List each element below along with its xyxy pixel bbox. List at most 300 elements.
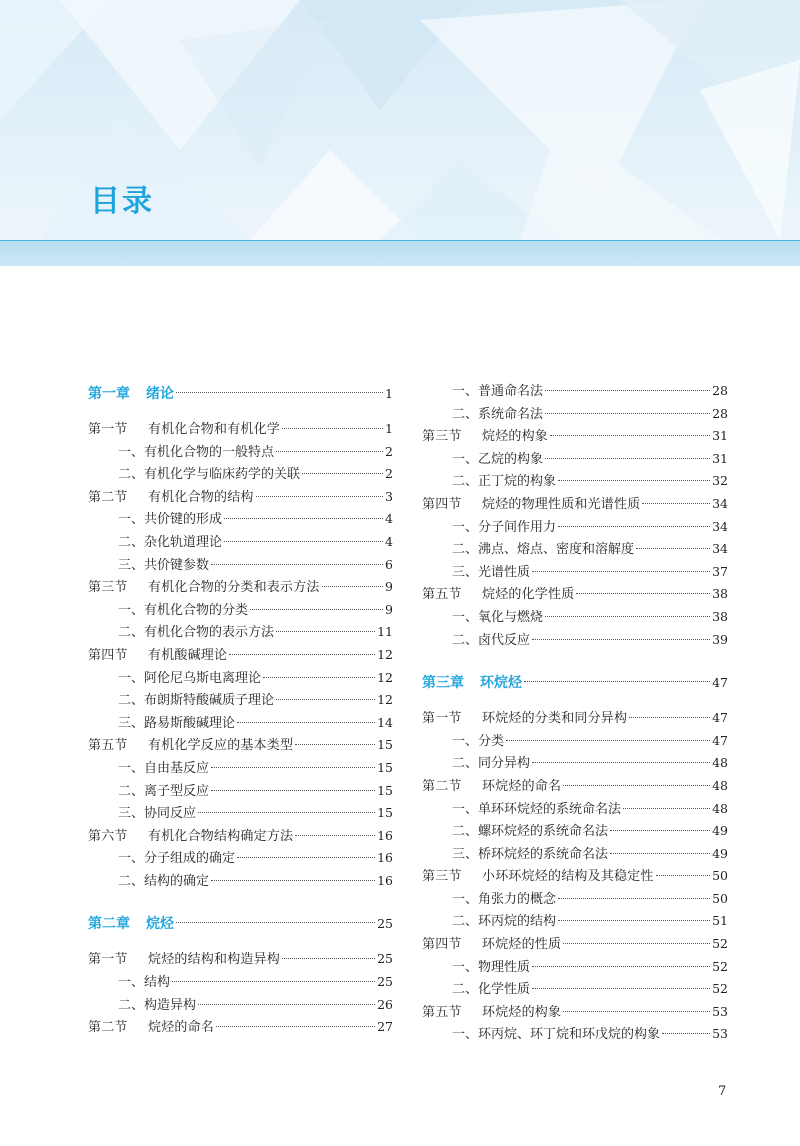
toc-section-entry[interactable] <box>422 865 728 888</box>
dot-leader <box>623 808 710 809</box>
toc-entry-page: 50 <box>712 868 728 884</box>
toc-entry-title: 一、氧化与燃烧 <box>452 609 544 625</box>
toc-entry-label <box>88 555 209 578</box>
dot-leader <box>545 458 710 459</box>
toc-section-entry[interactable] <box>88 576 393 599</box>
toc-entry-label <box>88 487 254 510</box>
toc-entry-label <box>88 781 209 804</box>
toc-entry-page: 11 <box>377 624 393 640</box>
toc-entry-title: 一、普通命名法 <box>452 384 544 399</box>
dot-leader <box>545 413 710 414</box>
toc-entry-label <box>422 799 621 822</box>
toc-entry-title: 烷烃的化学性质 <box>482 587 575 603</box>
toc-entry-title: 环烷烃的命名 <box>482 778 562 794</box>
toc-entry-number: 第三章 <box>422 675 464 692</box>
toc-entry-title: 一、阿伦尼乌斯电离理论 <box>118 670 262 686</box>
dot-leader <box>295 835 375 836</box>
toc-entry-title: 二、系统命名法 <box>452 406 544 422</box>
toc-entry-number: 第一节 <box>88 422 128 437</box>
dot-leader <box>545 390 710 391</box>
dot-leader <box>224 541 383 542</box>
toc-entry-title: 一、结构 <box>118 975 171 991</box>
toc-entry-label <box>88 442 274 465</box>
toc-subsection-entry[interactable] <box>422 538 728 561</box>
toc-entry-label <box>88 668 261 691</box>
dot-leader <box>237 857 375 858</box>
dot-leader <box>211 564 383 565</box>
toc-subsection-entry[interactable] <box>88 971 393 994</box>
dot-leader <box>176 392 383 393</box>
dot-leader <box>532 988 710 989</box>
toc-entry-label <box>88 532 222 555</box>
dot-leader <box>629 717 710 718</box>
toc-entry-title: 二、构造异构 <box>118 997 197 1013</box>
toc-entry-title: 一、分子间作用力 <box>452 519 557 535</box>
toc-section-entry[interactable] <box>88 486 393 509</box>
dot-leader <box>656 875 710 876</box>
toc-entry-number: 第三节 <box>88 580 128 596</box>
toc-entry-label <box>88 713 235 736</box>
toc-section-entry[interactable] <box>422 425 728 448</box>
toc-entry-title: 一、物理性质 <box>452 959 531 975</box>
dot-leader <box>610 830 710 831</box>
dot-leader <box>642 503 710 504</box>
toc-entry-title: 小环环烷烃的结构及其稳定性 <box>482 869 654 885</box>
dot-leader <box>563 943 710 944</box>
toc-entry-label <box>422 449 543 472</box>
toc-subsection-entry[interactable] <box>88 463 393 486</box>
toc-entry-page: 4 <box>385 511 393 527</box>
toc-subsection-entry[interactable] <box>422 820 728 843</box>
toc-entry-label <box>422 517 556 540</box>
toc-entry-label <box>422 866 654 889</box>
toc-section-entry[interactable] <box>88 418 393 441</box>
toc-section-entry[interactable] <box>88 948 393 971</box>
dot-leader <box>322 586 383 587</box>
toc-entry-page: 50 <box>712 890 728 906</box>
toc-entry-title: 一、共价键的形成 <box>118 512 223 528</box>
toc-entry-label <box>422 821 608 844</box>
dot-leader <box>545 616 710 617</box>
toc-entry-page: 48 <box>712 800 728 816</box>
dot-leader <box>558 920 710 921</box>
toc-right-column <box>422 380 728 1046</box>
toc-entry-number: 第一节 <box>422 711 462 727</box>
toc-entry-page: 12 <box>377 669 393 685</box>
toc-entry-page: 34 <box>712 541 728 557</box>
toc-entry-label <box>88 464 300 487</box>
toc-entry-label <box>88 972 170 995</box>
toc-entry-title: 烷烃的结构和构造异构 <box>148 952 281 968</box>
toc-entry-label <box>88 577 320 600</box>
toc-section-entry[interactable] <box>422 775 728 798</box>
toc-entry-label <box>422 630 530 653</box>
toc-entry-page: 16 <box>377 827 393 843</box>
toc-section-entry[interactable] <box>88 825 393 848</box>
toc-section-entry[interactable] <box>88 734 393 757</box>
toc-entry-title: 一、单环环烷烃的系统命名法 <box>452 801 622 817</box>
toc-entry-title: 二、结构的确定 <box>118 873 210 889</box>
toc-entry-label <box>88 380 174 408</box>
toc-entry-title: 环烷烃 <box>480 675 522 692</box>
spacer <box>422 697 728 707</box>
toc-entry-title: 环烷烃的性质 <box>482 937 562 953</box>
toc-entry-label <box>88 645 227 668</box>
toc-entry-label <box>422 669 522 697</box>
toc-subsection-entry[interactable] <box>422 448 728 471</box>
toc-subsection-entry[interactable] <box>88 780 393 803</box>
dot-leader <box>198 1004 375 1005</box>
toc-entry-title: 有机化合物的结构 <box>148 489 254 505</box>
spacer <box>88 892 393 910</box>
toc-entry-title: 二、杂化轨道理论 <box>118 534 223 550</box>
toc-entry-page: 47 <box>712 732 728 748</box>
toc-entry-number: 第五节 <box>88 738 128 754</box>
toc-entry-number: 第二节 <box>88 489 128 505</box>
toc-subsection-entry[interactable] <box>422 843 728 866</box>
dot-leader <box>276 699 375 700</box>
toc-entry-title: 环烷烃的分类和同分异构 <box>482 711 628 727</box>
toc-entry-label <box>422 708 627 731</box>
toc-subsection-entry[interactable] <box>422 978 728 1001</box>
toc-entry-page: 37 <box>712 563 728 579</box>
toc-entry-page: 39 <box>712 631 728 647</box>
toc-entry-title: 一、环丙烷、环丁烷和环戊烷的构象 <box>452 1027 661 1043</box>
toc-entry-title: 二、正丁烷的构象 <box>452 474 557 490</box>
toc-subsection-entry[interactable] <box>88 531 393 554</box>
toc-entry-page: 25 <box>377 916 393 932</box>
toc-subsection-entry[interactable] <box>88 621 393 644</box>
toc-entry-page: 4 <box>385 533 393 549</box>
toc-subsection-entry[interactable] <box>88 757 393 780</box>
dot-leader <box>172 981 375 982</box>
toc-entry-label <box>422 753 530 776</box>
toc-subsection-entry[interactable] <box>422 1023 728 1046</box>
dot-leader <box>636 548 710 549</box>
toc-subsection-entry[interactable] <box>422 516 728 539</box>
dot-leader <box>558 480 710 481</box>
toc-entry-title: 环烷烃的构象 <box>482 1004 562 1020</box>
spacer <box>422 651 728 669</box>
toc-entry-label <box>88 871 209 894</box>
toc-entry-label <box>422 539 634 562</box>
toc-entry-page: 12 <box>377 692 393 708</box>
toc-entry-label <box>88 690 274 713</box>
toc-entry-page: 1 <box>385 421 393 436</box>
toc-entry-title: 一、自由基反应 <box>118 760 210 776</box>
toc-entry-page: 48 <box>712 755 728 771</box>
toc-entry-title: 烷烃 <box>146 916 174 933</box>
toc-entry-title: 有机酸碱理论 <box>148 647 228 663</box>
dot-leader <box>198 812 375 813</box>
dot-leader <box>282 428 383 429</box>
toc-entry-page: 32 <box>712 473 728 489</box>
toc-entry-label <box>88 949 280 972</box>
toc-entry-number: 第一节 <box>88 952 128 968</box>
dot-leader <box>256 496 383 497</box>
toc-entry-page: 14 <box>377 714 393 730</box>
toc-entry-label <box>422 731 504 754</box>
dot-leader <box>229 654 375 655</box>
dot-leader <box>211 790 375 791</box>
toc-entry-title: 有机化合物的分类和表示方法 <box>148 580 320 596</box>
toc-entry-title: 烷烃的构象 <box>482 429 549 445</box>
toc-entry-title: 二、化学性质 <box>452 982 531 998</box>
toc-subsection-entry[interactable] <box>422 956 728 979</box>
toc-entry-page: 9 <box>385 579 393 595</box>
toc-entry-number: 第三节 <box>422 869 462 885</box>
spacer <box>88 938 393 948</box>
toc-entry-number: 第二章 <box>88 916 130 933</box>
toc-entry-page: 53 <box>712 1003 728 1019</box>
toc-entry-page: 52 <box>712 936 728 952</box>
toc-entry-title: 三、共价键参数 <box>118 557 210 573</box>
page-number: 7 <box>718 1084 727 1099</box>
toc-section-entry[interactable] <box>88 644 393 667</box>
toc-entry-number: 第三节 <box>422 429 462 445</box>
toc-subsection-entry[interactable] <box>422 561 728 584</box>
toc-entry-page: 28 <box>712 383 728 398</box>
toc-entry-number: 第四节 <box>422 937 462 953</box>
toc-entry-title: 一、有机化合物的分类 <box>118 602 249 618</box>
toc-entry-title: 一、有机化合物的一般特点 <box>118 444 275 460</box>
dot-leader <box>506 740 710 741</box>
toc-entry-label <box>422 934 561 957</box>
dot-leader <box>263 677 375 678</box>
dot-leader <box>576 593 710 594</box>
dot-leader <box>250 609 383 610</box>
toc-entry-page: 25 <box>377 974 393 990</box>
toc-entry-page: 48 <box>712 777 728 793</box>
toc-subsection-entry[interactable] <box>88 802 393 825</box>
toc-entry-page: 34 <box>712 495 728 511</box>
toc-subsection-entry[interactable] <box>88 994 393 1017</box>
toc-subsection-entry[interactable] <box>88 712 393 735</box>
dot-leader <box>532 966 710 967</box>
toc-entry-page: 38 <box>712 586 728 602</box>
toc-entry-title: 烷烃的物理性质和光谱性质 <box>482 496 641 512</box>
toc-entry-page: 1 <box>385 386 393 401</box>
toc-subsection-entry[interactable] <box>422 730 728 753</box>
toc-section-entry[interactable] <box>88 1016 393 1039</box>
toc-entry-label <box>422 979 530 1002</box>
toc-entry-label <box>88 910 174 938</box>
toc-entry-label <box>88 622 274 645</box>
toc-subsection-entry[interactable] <box>422 629 728 652</box>
toc-entry-page: 27 <box>377 1019 393 1035</box>
toc-entry-page: 31 <box>712 428 728 444</box>
toc-entry-page: 31 <box>712 450 728 466</box>
toc-entry-title: 一、乙烷的构象 <box>452 451 544 467</box>
toc-entry-title: 二、布朗斯特酸碱质子理论 <box>118 693 275 709</box>
dot-leader <box>282 958 375 959</box>
toc-subsection-entry[interactable] <box>422 888 728 911</box>
toc-section-entry[interactable] <box>422 1001 728 1024</box>
toc-chapter-entry[interactable] <box>88 910 393 938</box>
toc-entry-page: 15 <box>377 805 393 821</box>
toc-subsection-entry[interactable] <box>88 599 393 622</box>
toc-entry-title: 有机化合物结构确定方法 <box>148 828 294 844</box>
banner-triangle-pattern <box>0 0 800 266</box>
toc-entry-page: 25 <box>377 951 393 967</box>
dot-leader <box>558 526 710 527</box>
toc-entry-title: 绪论 <box>146 386 174 402</box>
banner-bar <box>0 240 800 266</box>
toc-entry-page: 15 <box>377 782 393 798</box>
dot-leader <box>276 631 375 632</box>
toc-subsection-entry[interactable] <box>88 689 393 712</box>
toc-entry-page: 34 <box>712 518 728 534</box>
toc-entry-label <box>88 826 293 849</box>
toc-entry-page: 47 <box>712 710 728 726</box>
toc-entry-number: 第六节 <box>88 828 128 844</box>
toc-entry-page: 2 <box>385 443 393 459</box>
toc-entry-number: 第二节 <box>88 1020 128 1036</box>
toc-subsection-entry[interactable] <box>422 798 728 821</box>
toc-entry-number: 第五节 <box>422 587 462 603</box>
toc-entry-page: 52 <box>712 958 728 974</box>
toc-entry-label <box>422 844 608 867</box>
toc-entry-label <box>88 600 248 623</box>
dot-leader <box>216 1026 375 1027</box>
toc-subsection-entry[interactable] <box>422 752 728 775</box>
toc-entry-label <box>88 735 293 758</box>
toc-entry-title: 二、离子型反应 <box>118 783 210 799</box>
toc-entry-label <box>422 1002 561 1025</box>
toc-entry-title: 一、角张力的概念 <box>452 891 557 907</box>
toc-chapter-entry[interactable] <box>88 380 393 408</box>
toc-entry-number: 第四节 <box>422 496 462 512</box>
toc-entry-label <box>422 776 561 799</box>
toc-subsection-entry[interactable] <box>88 847 393 870</box>
dot-leader <box>524 681 710 682</box>
toc-entry-page: 9 <box>385 601 393 617</box>
toc-entry-label <box>88 803 196 826</box>
toc-entry-title: 三、路易斯酸碱理论 <box>118 715 236 731</box>
toc-entry-title: 二、有机化合物的表示方法 <box>118 625 275 641</box>
dot-leader <box>295 744 375 745</box>
toc-entry-label <box>422 426 548 449</box>
toc-entry-page: 3 <box>385 488 393 504</box>
toc-subsection-entry[interactable] <box>88 667 393 690</box>
toc-section-entry[interactable] <box>422 583 728 606</box>
toc-entry-title: 二、卤代反应 <box>452 632 531 648</box>
toc-entry-title: 二、同分异构 <box>452 756 531 772</box>
toc-entry-label <box>88 848 235 871</box>
dot-leader <box>211 880 375 881</box>
toc-entry-page: 38 <box>712 608 728 624</box>
toc-section-entry[interactable] <box>422 707 728 730</box>
toc-entry-title: 二、有机化学与临床药学的关联 <box>118 467 301 483</box>
toc-entry-title: 一、分子组成的确定 <box>118 851 236 867</box>
dot-leader <box>211 767 375 768</box>
toc-subsection-entry[interactable] <box>422 403 728 426</box>
toc-subsection-entry[interactable] <box>88 870 393 893</box>
toc-subsection-entry[interactable] <box>88 508 393 531</box>
toc-entry-title: 二、螺环烷烃的系统命名法 <box>452 824 609 840</box>
toc-entry-label <box>88 995 196 1018</box>
toc-entry-page: 2 <box>385 466 393 482</box>
toc-entry-title: 三、光谱性质 <box>452 564 531 580</box>
toc-entry-label <box>422 607 543 630</box>
toc-subsection-entry[interactable] <box>88 554 393 577</box>
toc-subsection-entry[interactable] <box>88 441 393 464</box>
toc-entry-label <box>88 419 280 442</box>
toc-entry-title: 三、桥环烷烃的系统命名法 <box>452 846 609 862</box>
toc-subsection-entry[interactable] <box>422 470 728 493</box>
dot-leader <box>610 853 710 854</box>
toc-entry-page: 15 <box>377 737 393 753</box>
toc-entry-label <box>422 1024 660 1047</box>
toc-entry-page: 26 <box>377 996 393 1012</box>
dot-leader <box>563 1011 710 1012</box>
toc-entry-page: 28 <box>712 405 728 421</box>
dot-leader <box>532 762 710 763</box>
toc-entry-page: 16 <box>377 850 393 866</box>
dot-leader <box>532 639 710 640</box>
toc-chapter-entry[interactable] <box>422 669 728 697</box>
toc-subsection-entry[interactable] <box>422 380 728 403</box>
toc-entry-label <box>88 1017 214 1040</box>
toc-entry-number: 第五节 <box>422 1004 462 1020</box>
toc-subsection-entry[interactable] <box>422 606 728 629</box>
toc-entry-label <box>422 957 530 980</box>
toc-entry-page: 49 <box>712 845 728 861</box>
toc-entry-label <box>422 911 556 934</box>
toc-entry-page: 47 <box>712 675 728 691</box>
dot-leader <box>563 785 710 786</box>
toc-entry-label <box>422 584 574 607</box>
dot-leader <box>662 1033 710 1034</box>
toc-entry-label <box>88 758 209 781</box>
toc-entry-title: 三、协同反应 <box>118 806 197 822</box>
dot-leader <box>224 518 383 519</box>
toc-entry-page: 49 <box>712 823 728 839</box>
toc-entry-title: 二、沸点、熔点、密度和溶解度 <box>452 542 635 558</box>
toc-entry-title: 有机化学反应的基本类型 <box>148 738 294 754</box>
dot-leader <box>550 435 710 436</box>
dot-leader <box>276 451 383 452</box>
toc-entry-page: 6 <box>385 556 393 572</box>
toc-entry-label <box>422 404 543 427</box>
toc-section-entry[interactable] <box>422 493 728 516</box>
toc-entry-label <box>422 889 556 912</box>
toc-entry-title: 有机化合物和有机化学 <box>148 422 281 437</box>
toc-entry-title: 烷烃的命名 <box>148 1020 215 1036</box>
toc-subsection-entry[interactable] <box>422 910 728 933</box>
toc-entry-title: 一、分类 <box>452 733 505 749</box>
toc-entry-label <box>422 381 543 404</box>
dot-leader <box>237 722 375 723</box>
toc-entry-label <box>422 494 640 517</box>
toc-entry-label <box>88 509 222 532</box>
dot-leader <box>176 922 375 923</box>
toc-entry-page: 15 <box>377 759 393 775</box>
toc-entry-page: 53 <box>712 1026 728 1042</box>
toc-entry-page: 12 <box>377 646 393 662</box>
toc-entry-label <box>422 471 556 494</box>
toc-left-column <box>88 380 393 1039</box>
toc-entry-label <box>422 562 530 585</box>
toc-entry-number: 第四节 <box>88 647 128 663</box>
toc-section-entry[interactable] <box>422 933 728 956</box>
toc-entry-page: 51 <box>712 913 728 929</box>
page-title: 目录 <box>90 184 154 219</box>
dot-leader <box>532 571 710 572</box>
spacer <box>88 408 393 418</box>
dot-leader <box>558 898 710 899</box>
toc-entry-title: 二、环丙烷的结构 <box>452 914 557 930</box>
